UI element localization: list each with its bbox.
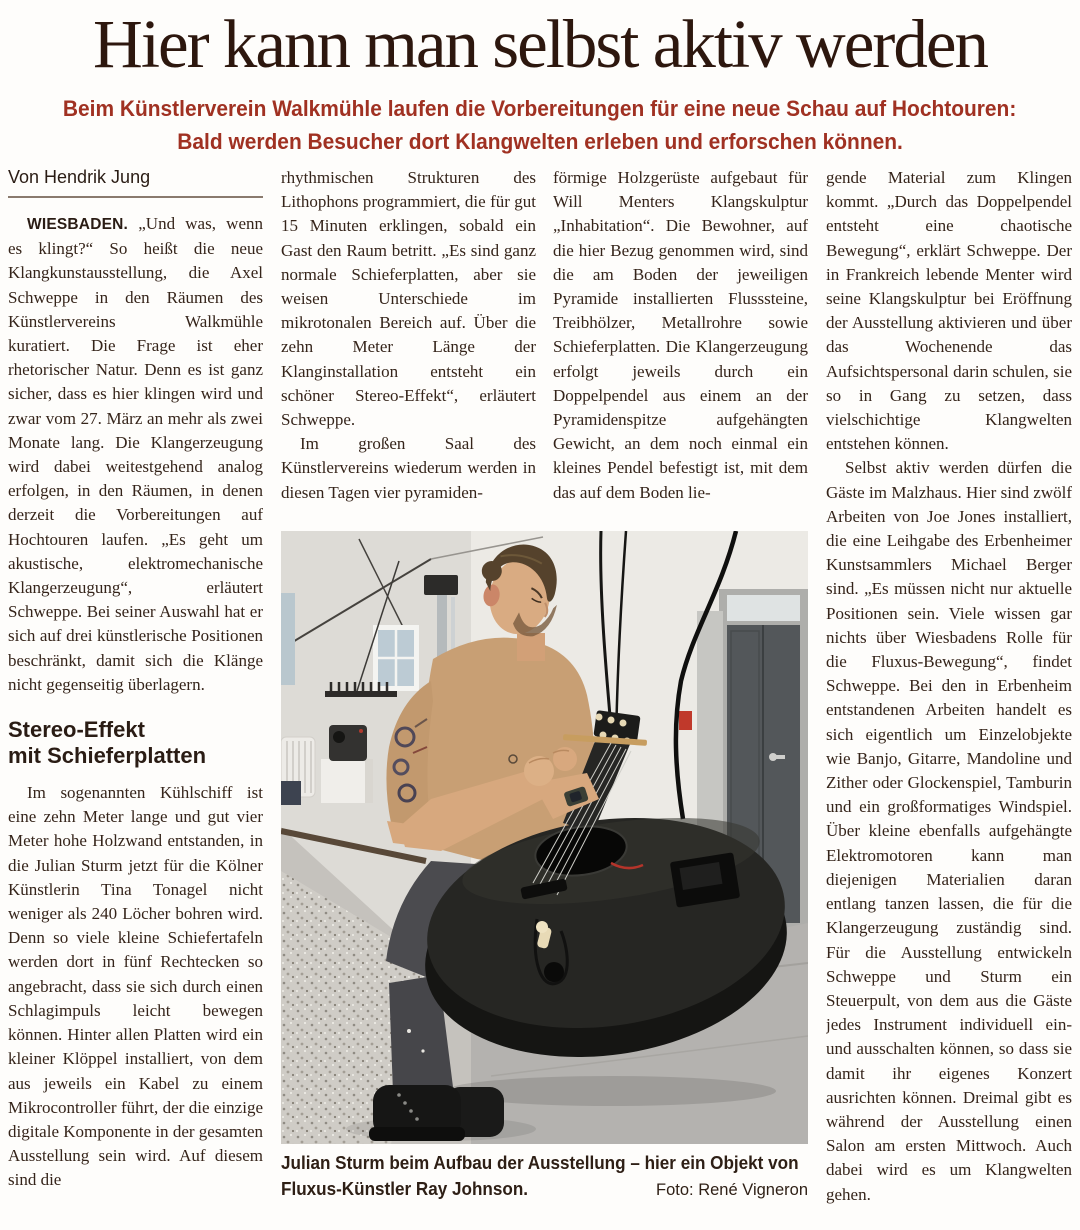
subheading-line-2: mit Schieferplatten [8, 743, 207, 769]
subheading-line-1: Stereo-Effekt [8, 717, 145, 743]
paragraph: gende Material zum Klingen kommt. „Durch das Doppelpendel entsteht eine chaotische Bewegung“, erklärt Schweppe. Der in Frankreich lebende Menter wird seine Klangskulptur bei Eröffnung der Ausstellung aktivieren und über das Wochenende das Aufsichtspersonal darin schulen, sie so in Gang zu setzen, dass vielschichtige Klangwelten entstehen können. [826, 168, 1072, 454]
photo-credit: Foto: René Vigneron [656, 1181, 808, 1199]
subheading [8, 717, 263, 769]
paragraph: Selbst aktiv werden dürfen die Gäste im Malzhaus. Hier sind zwölf Arbeiten von Joe Jones installiert, die eine Leihgabe des Erbenheimer Kunstsammlers Michael Berger sind. „Es müssen nicht nur aktuelle Positionen sein. Viele wissen gar nichts über Wiesbadens Rolle für die Fluxus-Bewegung“, findet Schweppe. Bei den in Erbenheim entstandenen Arbeiten handelt es sich eigentlich um Einzelobjekte wie Banjo, Gitarre, Mandoline und Zither oder Glockenspiel, Tamburin und ein großformatiges Windspiel. Über kleine ebenfalls aufgehängte Elektromotoren kann man diejenigen Materialien daran entlang tanzen lassen, die für die Klangerzeugung zuständig sind. Für die Ausstellung entwickeln Schweppe und Sturm ein Steuerpult, von dem aus die Gäste jedes Instrument individuell ein- und ausschalten können, so dass sie damit ihr eigenes Konzert ausrichten können. Dreimal gibt es während der Ausstellung einen Salon am ersten Mittwoch. Auch dabei wird es um Klangwelten gehen. [826, 458, 1072, 1204]
dateline: WIESBADEN. [27, 216, 129, 233]
paragraph: rhythmischen Strukturen des Lithophons programmiert, die für gut 15 Minuten erklingen, sobald ein Gast den Raum betritt. „Es sind ganz normale Schieferplatten, aber sie weisen Unterschiede im mikrotonalen Bereich auf. Über die zehn Meter Länge der Klanginstallation entsteht ein schöner Stereo-Effekt“, erläutert Schweppe. [281, 168, 536, 430]
text-column-4 [826, 166, 1072, 1228]
paragraph: Im sogenannten Kühlschiff ist eine zehn Meter lange und gut vier Meter hohe Holzwand entstanden, in die Julian Sturm jetzt für die Kölner Künstlerin Tina Tonagel nicht weniger als 240 Löcher bohren wird. Denn so viele kleine Schiefertafeln werden dort in fünf Rechtecken so angebracht, dass sie sich durch einen Schlagimpuls leicht bewegen können. Hinter allen Platten wird ein kleiner Klöppel installiert, von dem aus jeweils ein Kabel zu einem Mikrocontroller führt, der die einzige digitale Komponente in der gesamten Ausstellung sein wird. Auf diesem sind die [8, 783, 263, 1190]
photo-caption [281, 1150, 808, 1203]
paragraph-text: „Und was, wenn es klingt?“ So heißt die neue Klangkunstausstellung, die Axel Schweppe in den Räumen des Künstlervereins Walkmühle kuratiert. Die Frage ist eher rhetorischer Natur. Denn es ist ganz sicher, dass es hier klingen wird und zwar vom 27. März an mehr als zwei Monate lang. Die Klangerzeugung wird dabei weitestgehend analog erfolgen, in den Räumen, in denen derzeit die Vorbereitungen auf Hochtouren laufen. „Es geht um akustische, elektromechanische Klangerzeugung“, erläutert Schweppe. Bei seiner Auswahl hat er sich auf drei künstlerische Positionen beschränkt, damit sich die Klänge nicht gegenseitig überlagern. [8, 214, 263, 694]
paragraph: Im großen Saal des Künstlervereins wiederum werden in diesen Tagen vier pyramiden- [281, 434, 536, 502]
text-column-3 [553, 166, 808, 524]
article-headline: Hier kann man selbst aktiv werden [93, 6, 987, 82]
byline: Von Hendrik Jung [8, 166, 263, 198]
subtitle-line-1: Beim Künstlerverein Walkmühle laufen die Vorbereitungen für eine neue Schau auf Hochtouren: [63, 96, 1017, 121]
text-column-1 [8, 166, 263, 1228]
subtitle-line-2: Bald werden Besucher dort Klangwelten erleben und erforschen können. [177, 129, 903, 154]
text-column-2 [281, 166, 536, 524]
photo-radiator [281, 737, 315, 805]
caption-line-2: Fluxus-Künstler Ray Johnson. [281, 1179, 529, 1199]
article-photo [281, 531, 808, 1144]
paragraph: förmige Holzgerüste aufgebaut für Will Menters Klangskulptur „Inhabitation“. Die Bewohner, auf die hier Bezug genommen wird, sind die am Boden der jeweiligen Pyramide installierten Flusssteine, Treibhölzer, Metallrohre sowie Schieferplatten. Die Klangerzeugung erfolgt jeweils durch ein Doppelpendel aus einem an der Pyramidenspitze aufgehängten Gewicht, an dem noch einmal ein kleines Pendel befestigt ist, mit dem das auf dem Boden lie- [553, 168, 808, 502]
article-subtitle [0, 92, 1080, 158]
paragraph [8, 212, 263, 697]
caption-line-1: Julian Sturm beim Aufbau der Ausstellung – hier ein Objekt von [281, 1153, 799, 1173]
